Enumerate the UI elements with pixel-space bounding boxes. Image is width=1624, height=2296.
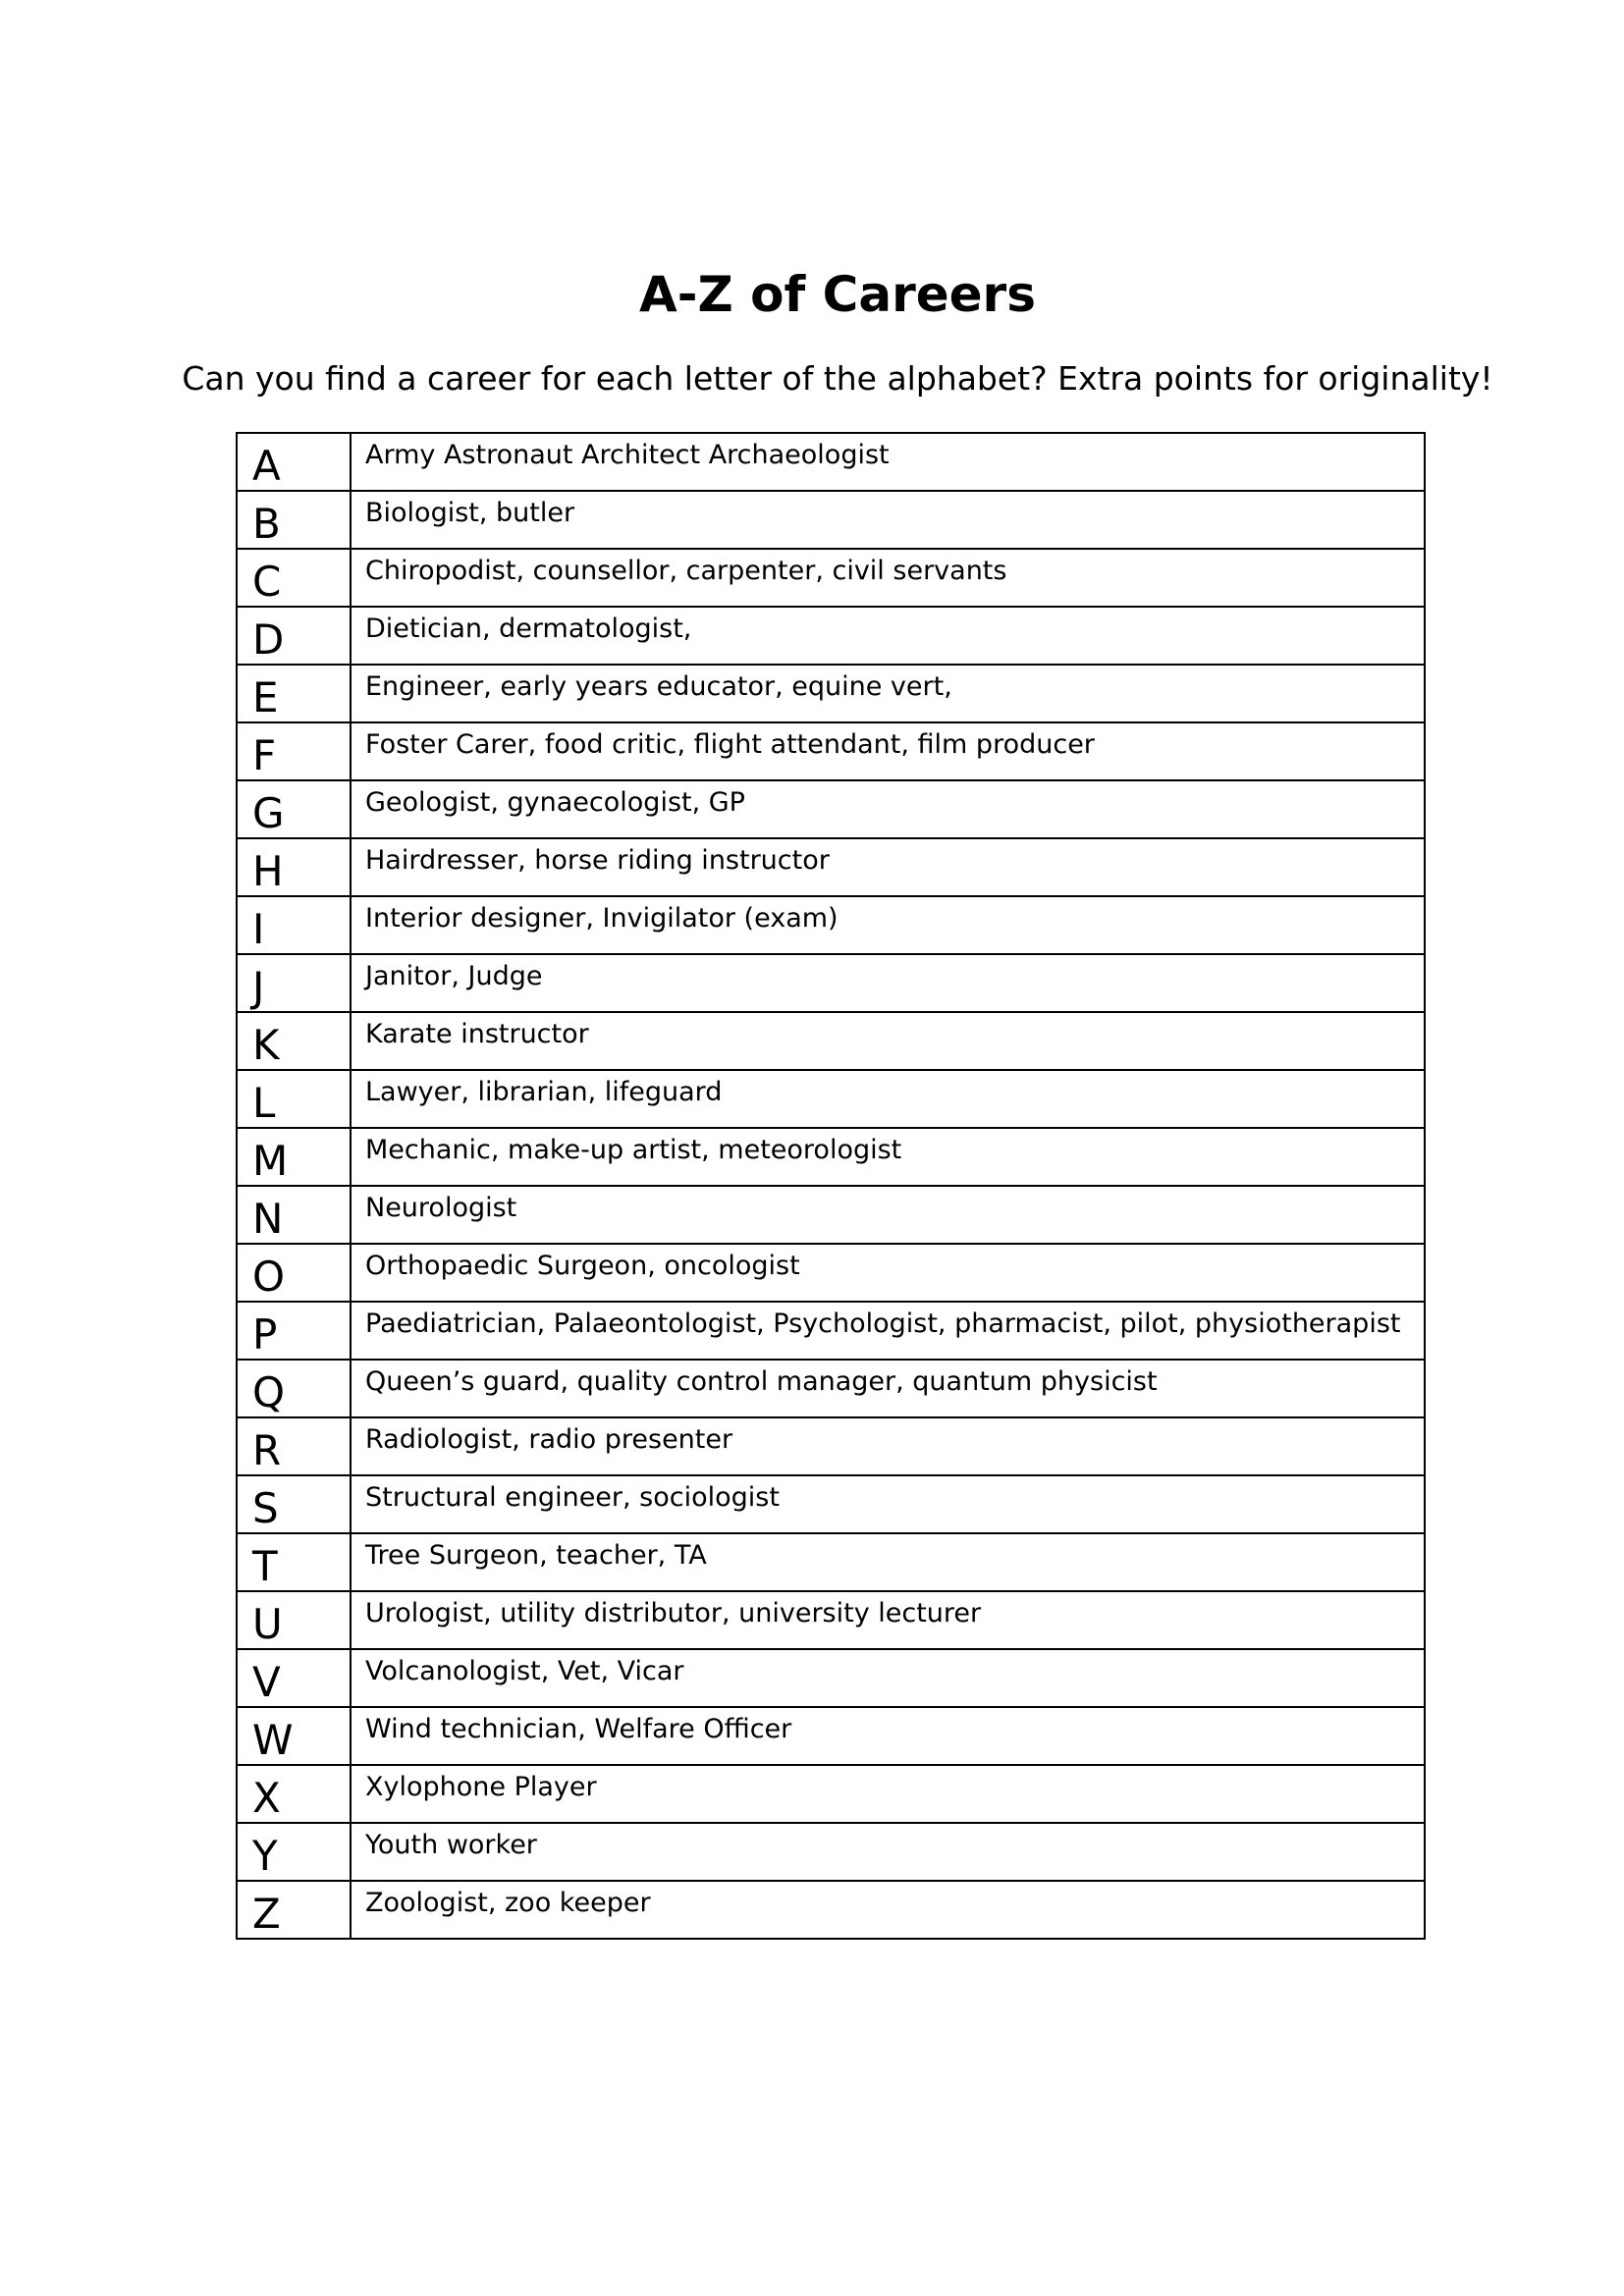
- letter-cell: H: [237, 838, 351, 896]
- page-subtitle: Can you find a career for each letter of the alphabet? Extra points for originality!: [182, 359, 1493, 398]
- letter-cell: O: [237, 1244, 351, 1302]
- table-row: [237, 896, 1425, 954]
- table-row: [237, 1128, 1425, 1186]
- careers-cell: Janitor, Judge: [351, 954, 1425, 1012]
- letter-cell: F: [237, 722, 351, 780]
- table-row: [237, 1070, 1425, 1128]
- careers-cell: Radiologist, radio presenter: [351, 1417, 1425, 1475]
- careers-cell: Xylophone Player: [351, 1765, 1425, 1823]
- careers-cell: Tree Surgeon, teacher, TA: [351, 1533, 1425, 1591]
- careers-cell: Engineer, early years educator, equine vert,: [351, 665, 1425, 722]
- letter-cell: J: [237, 954, 351, 1012]
- careers-cell: Chiropodist, counsellor, carpenter, civil servants: [351, 549, 1425, 607]
- letter-cell: S: [237, 1475, 351, 1533]
- letter-cell: K: [237, 1012, 351, 1070]
- table-row: [237, 1533, 1425, 1591]
- table-row: [237, 1360, 1425, 1417]
- letter-cell: X: [237, 1765, 351, 1823]
- careers-cell: Volcanologist, Vet, Vicar: [351, 1649, 1425, 1707]
- table-row: [237, 838, 1425, 896]
- table-row: [237, 1475, 1425, 1533]
- table-row: [237, 491, 1425, 549]
- careers-cell: Karate instructor: [351, 1012, 1425, 1070]
- careers-table: [236, 432, 1426, 1940]
- careers-cell: Queen’s guard, quality control manager, quantum physicist: [351, 1360, 1425, 1417]
- table-row: [237, 954, 1425, 1012]
- table-row: [237, 1186, 1425, 1244]
- careers-cell: Structural engineer, sociologist: [351, 1475, 1425, 1533]
- careers-cell: Youth worker: [351, 1823, 1425, 1881]
- careers-cell: Mechanic, make-up artist, meteorologist: [351, 1128, 1425, 1186]
- table-row: [237, 1012, 1425, 1070]
- letter-cell: B: [237, 491, 351, 549]
- table-row: [237, 1591, 1425, 1649]
- careers-cell: Dietician, dermatologist,: [351, 607, 1425, 665]
- careers-cell: Paediatrician, Palaeontologist, Psychologist, pharmacist, pilot, physiotherapist: [351, 1302, 1425, 1360]
- careers-cell: Zoologist, zoo keeper: [351, 1881, 1425, 1939]
- page-title: A-Z of Careers: [639, 266, 1036, 323]
- table-row: [237, 549, 1425, 607]
- careers-cell: Orthopaedic Surgeon, oncologist: [351, 1244, 1425, 1302]
- letter-cell: M: [237, 1128, 351, 1186]
- table-row: [237, 780, 1425, 838]
- letter-cell: E: [237, 665, 351, 722]
- table-row: [237, 722, 1425, 780]
- letter-cell: R: [237, 1417, 351, 1475]
- letter-cell: G: [237, 780, 351, 838]
- letter-cell: Q: [237, 1360, 351, 1417]
- letter-cell: Y: [237, 1823, 351, 1881]
- careers-cell: Army Astronaut Architect Archaeologist: [351, 433, 1425, 491]
- table-row: [237, 1881, 1425, 1939]
- letter-cell: Z: [237, 1881, 351, 1939]
- letter-cell: D: [237, 607, 351, 665]
- letter-cell: A: [237, 433, 351, 491]
- careers-cell: Interior designer, Invigilator (exam): [351, 896, 1425, 954]
- table-row: [237, 1417, 1425, 1475]
- careers-table-body: [237, 433, 1425, 1939]
- careers-cell: Biologist, butler: [351, 491, 1425, 549]
- letter-cell: V: [237, 1649, 351, 1707]
- careers-cell: Geologist, gynaecologist, GP: [351, 780, 1425, 838]
- table-row: [237, 1649, 1425, 1707]
- letter-cell: L: [237, 1070, 351, 1128]
- letter-cell: U: [237, 1591, 351, 1649]
- careers-cell: Hairdresser, horse riding instructor: [351, 838, 1425, 896]
- careers-cell: Foster Carer, food critic, flight attendant, film producer: [351, 722, 1425, 780]
- careers-cell: Wind technician, Welfare Officer: [351, 1707, 1425, 1765]
- careers-cell: Neurologist: [351, 1186, 1425, 1244]
- letter-cell: T: [237, 1533, 351, 1591]
- table-row: [237, 433, 1425, 491]
- table-row: [237, 665, 1425, 722]
- letter-cell: C: [237, 549, 351, 607]
- letter-cell: P: [237, 1302, 351, 1360]
- table-row: [237, 1765, 1425, 1823]
- table-row: [237, 1302, 1425, 1360]
- letter-cell: W: [237, 1707, 351, 1765]
- careers-cell: Urologist, utility distributor, university lecturer: [351, 1591, 1425, 1649]
- letter-cell: I: [237, 896, 351, 954]
- table-row: [237, 607, 1425, 665]
- careers-cell: Lawyer, librarian, lifeguard: [351, 1070, 1425, 1128]
- letter-cell: N: [237, 1186, 351, 1244]
- table-row: [237, 1244, 1425, 1302]
- table-row: [237, 1707, 1425, 1765]
- table-row: [237, 1823, 1425, 1881]
